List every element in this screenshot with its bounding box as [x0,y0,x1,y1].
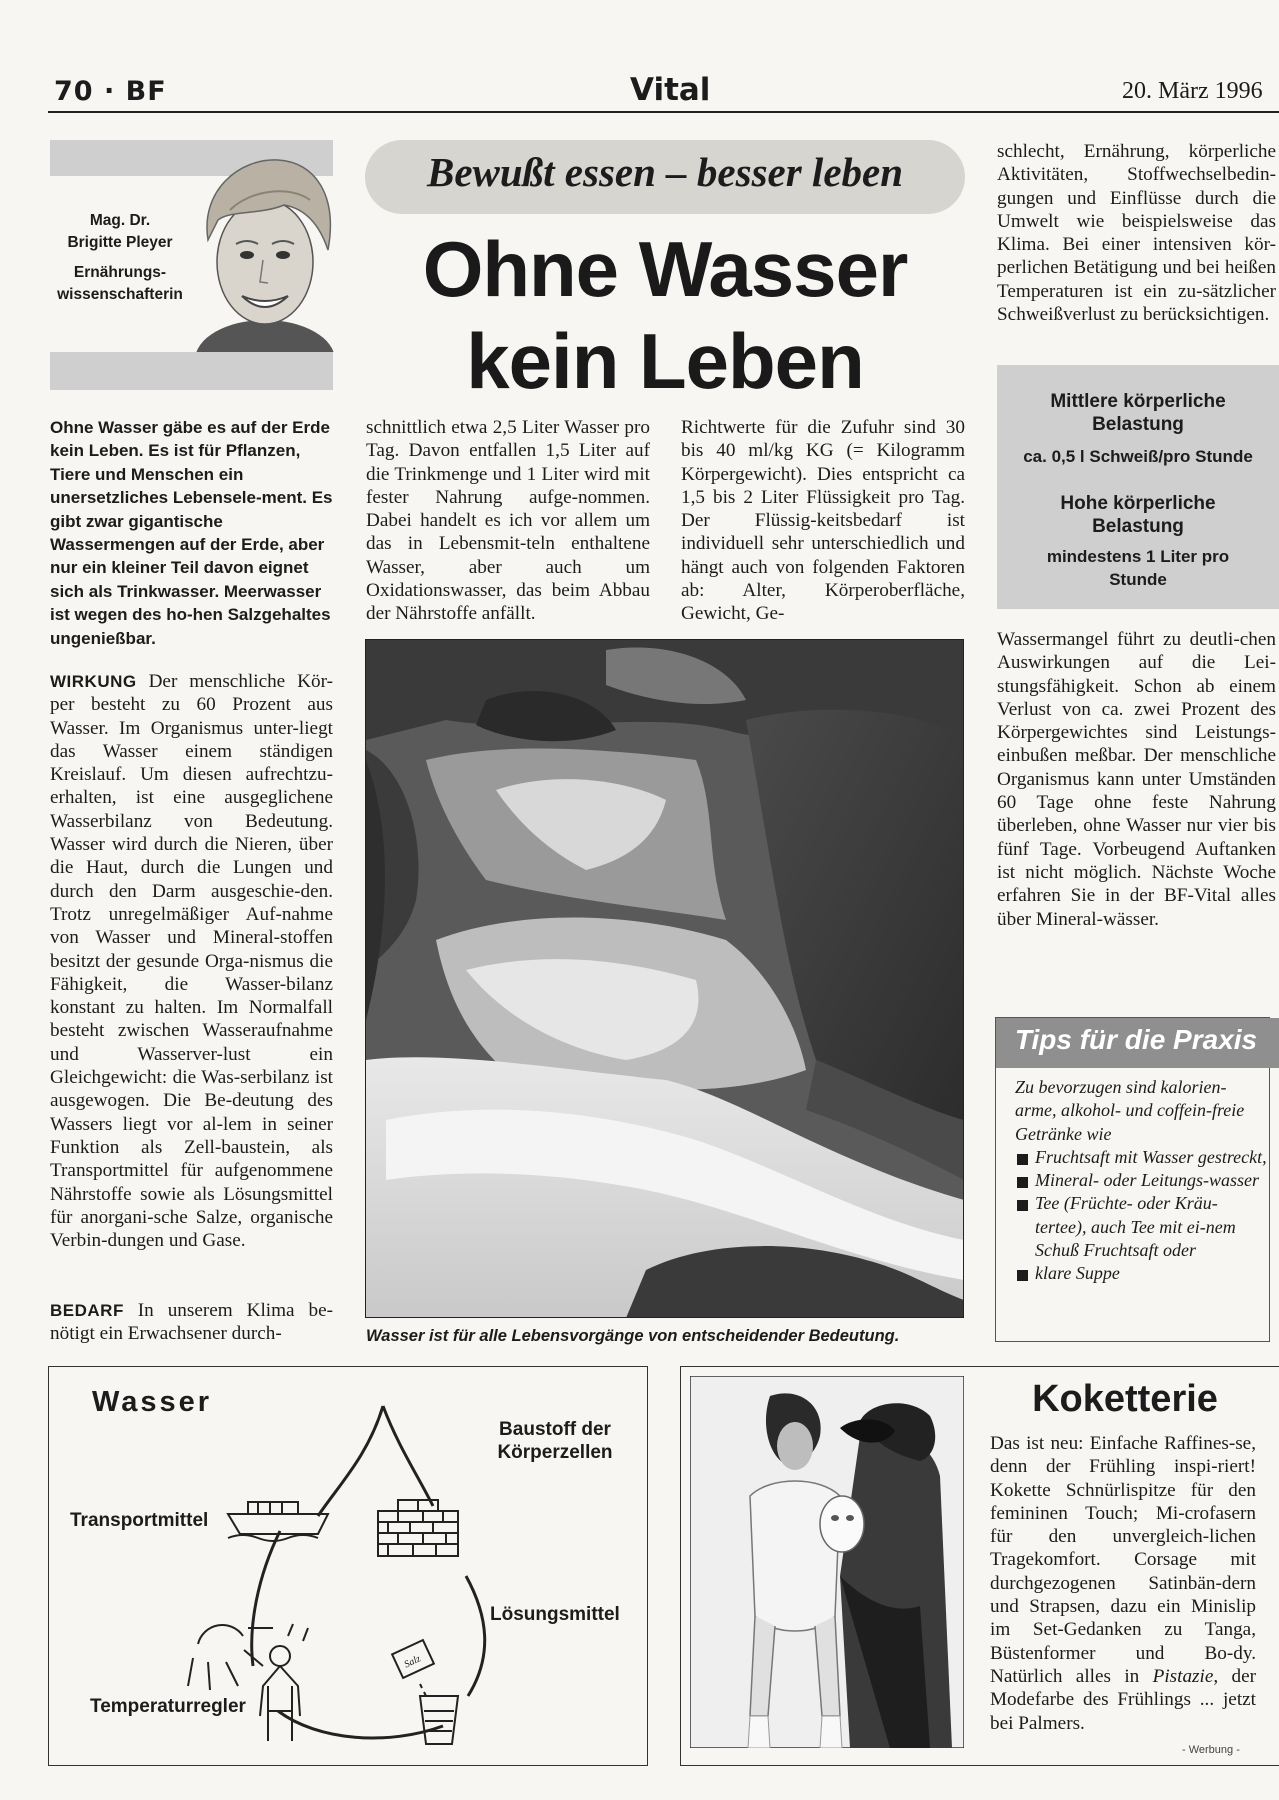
author-portrait [190,150,340,352]
brick-wall-icon [378,1500,458,1556]
header-rule [48,111,1279,113]
bedarf-text: In unserem Klima be-nötigt ein Erwachsener durch- [50,1300,334,1345]
glass-icon [420,1696,458,1744]
label-loesungsmittel: Lösungsmittel [490,1604,620,1625]
salt-label: Salz [402,1653,423,1671]
tips-title: Tips für die Praxis [1014,1024,1258,1055]
photo-border [365,639,964,1318]
sun-icon [188,1625,273,1690]
tips-item: Fruchtsaft mit Wasser gestreckt, [1015,1146,1267,1169]
ad-text-end: , der Modefarbe des Frühlings ... jetzt bei Palmers. [990,1665,1257,1734]
page-number: 70 · BF [54,76,167,107]
issue-date: 20. März 1996 [1122,78,1263,104]
wirkung-section [50,670,333,1252]
info-box-heading-1: Mittlere körperliche Belastung [1050,391,1226,435]
column-2-text: schnittlich etwa 2,5 Liter Wasser pro Tag. Davon entfallen 1,5 Liter auf die Trinkmenge und 1 Liter wird mit fester Nahrung aufge-nommen. Dabei handelt es ich vor allem um das in Lebensmit-teln enthaltene Wasser, aber auch um Oxidationswasser, das beim Abbau der Nährstoffe anfällt. [366,417,650,625]
headline-line1: Ohne Wasser [422,225,908,313]
section-title: Vital [630,72,711,108]
photo-caption: Wasser ist für alle Lebensvorgänge von entscheidender Bedeutung. [366,1327,900,1345]
tips-intro: Zu bevorzugen sind kalorien-arme, alkohol- und coffein-freie Getränke wie [1015,1077,1245,1144]
info-box-heading-2: Hohe körperliche Belastung [1060,493,1216,537]
column-4-bottom-text: Wassermangel führt zu deutli-chen Auswirkungen auf die Lei-stungsfähigkeit. Schon ab einem Verlust von ca. zwei Prozent des Körpergewichtes sind Leistungs-einbußen meßbar. Der menschliche Organismus kann unter Umständen 60 Tage ohne feste Nahrung überleben, ohne Wasser nur vier bis fünf Tage. Vorbeugend Auftanken ist nicht möglich. Nächste Woche erfahren Sie in der BF-Vital alles über Mineral-wässer. [997,629,1276,930]
ad-text [990,1432,1256,1735]
salt-box-icon [392,1640,434,1696]
wirkung-label: WIRKUNG [50,672,137,691]
wirkung-text: Der menschliche Kör-per besteht zu 60 Prozent aus Wasser. Im Organismus unter-liegt das Wasser einem ständigen Kreislauf. Um diesen aufrechtzu-erhalten, ist eine ausgeglichene Wasserbilanz von Bedeutung. Wasser wird durch die Nieren, über die Haut, durch die Lungen und durch den Darm ausgeschie-den. Trotz unregelmäßiger Auf-nahme von Wasser und Mineral-stoffen besitzt der gesunde Orga-nismus die Fähigkeit, die Wasser-bilanz konstant zu halten. Im Normalfall besteht zwischen Wasseraufnahme und Wasserver-lust ein Gleichgewicht: die Was-serbilanz ist ausgewogen. Die Be-deutung des Wassers liegt vor al-lem in seiner Funktion als Zell-baustein, als Transportmittel für aufgenommene Nährstoffe sowie als Lösungsmittel für anorgani-sche Salze, organische Verbin-dungen und Gase. [50,671,334,1252]
tips-item: Tee (Früchte- oder Kräu-tertee), auch Tee mit ei-nem Schuß Fruchtsaft oder [1015,1192,1267,1262]
bedarf-section [50,1299,333,1346]
drop-outline [318,1406,383,1516]
tips-list [1015,1146,1267,1286]
label-transportmittel: Transportmittel [70,1510,209,1531]
kicker: Bewußt essen – besser leben [426,149,904,195]
info-box-value-2: mindestens 1 Liter pro Stunde [1046,547,1230,589]
ad-title: Koketterie [1032,1378,1218,1420]
page-header [0,0,1279,120]
tips-content [1015,1076,1267,1286]
tips-item: klare Suppe [1015,1262,1267,1285]
label-temperaturregler: Temperaturregler [90,1696,246,1717]
water-drop-diagram [48,1366,648,1766]
lead-paragraph: Ohne Wasser gäbe es auf der Erde kein Leben. Es ist für Pflanzen, Tiere und Menschen ein unersetzliches Lebensele-ment. Es gibt zwar gigantische Wassermengen auf der Erde, aber nur ein kleiner Teil davon eignet sich als Trinkwasser. Meerwasser ist wegen des ho-hen Salzgehaltes ungenießbar. [50,418,333,648]
author-title: Mag. Dr. [89,212,151,229]
info-box-value-1: ca. 0,5 l Schweiß/pro Stunde [1023,447,1253,466]
author-name: Brigitte Pleyer [67,234,173,251]
tips-item: Mineral- oder Leitungs-wasser [1015,1169,1267,1192]
ad-photo [690,1376,964,1748]
column-3-text: Richtwerte für die Zufuhr sind 30 bis 40 ml/kg KG (= Kilogramm Körpergewicht). Dies entspricht ca 1,5 bis 2 Liter Flüssigkeit pro Tag. Der Flüssig-keitsbedarf ist individuell sehr unterschiedlich und hängt auch von folgenden Faktoren ab: Alter, Körperoberfläche, Gewicht, Ge- [681,417,965,625]
author-bar-bottom [50,352,333,390]
headline-line2: kein Leben [466,317,864,405]
ad-text-color: Pistazie [1152,1665,1214,1687]
label-baustoff: Baustoff der Körperzellen [497,1419,613,1463]
ad-text-main: Das ist neu: Einfache Raffines-se, denn der Frühling inspi-riert! Kokette Schnürlispitze für den femininen Touch; Mi-crofasern für den unvergleich-lichen Tragekomfort. Corsage mit durchgezogenen Satinbän-dern und Strapsen, dazu ein Minislip im Set-Gedanken zu Tanga, Büstenformer und Bo-dy. Natürlich alles in [990,1433,1256,1687]
column-4-top-text: schlecht, Ernährung, körperliche Aktivitäten, Stoffwechselbedin-gungen und Einflüsse durch die Umwelt wie beispielsweise das Klima. Bei einer intensiven kör-perlichen Betätigung und bei heißen Temperaturen ist ein zu-sätzlicher Schweißverlust zu berücksichtigen. [997,141,1276,326]
ad-tag: - Werbung - [1182,1744,1240,1756]
bedarf-label: BEDARF [50,1301,124,1320]
author-role: Ernährungs- wissenschafterin [57,264,183,303]
diagram-title: Wasser [92,1386,213,1418]
